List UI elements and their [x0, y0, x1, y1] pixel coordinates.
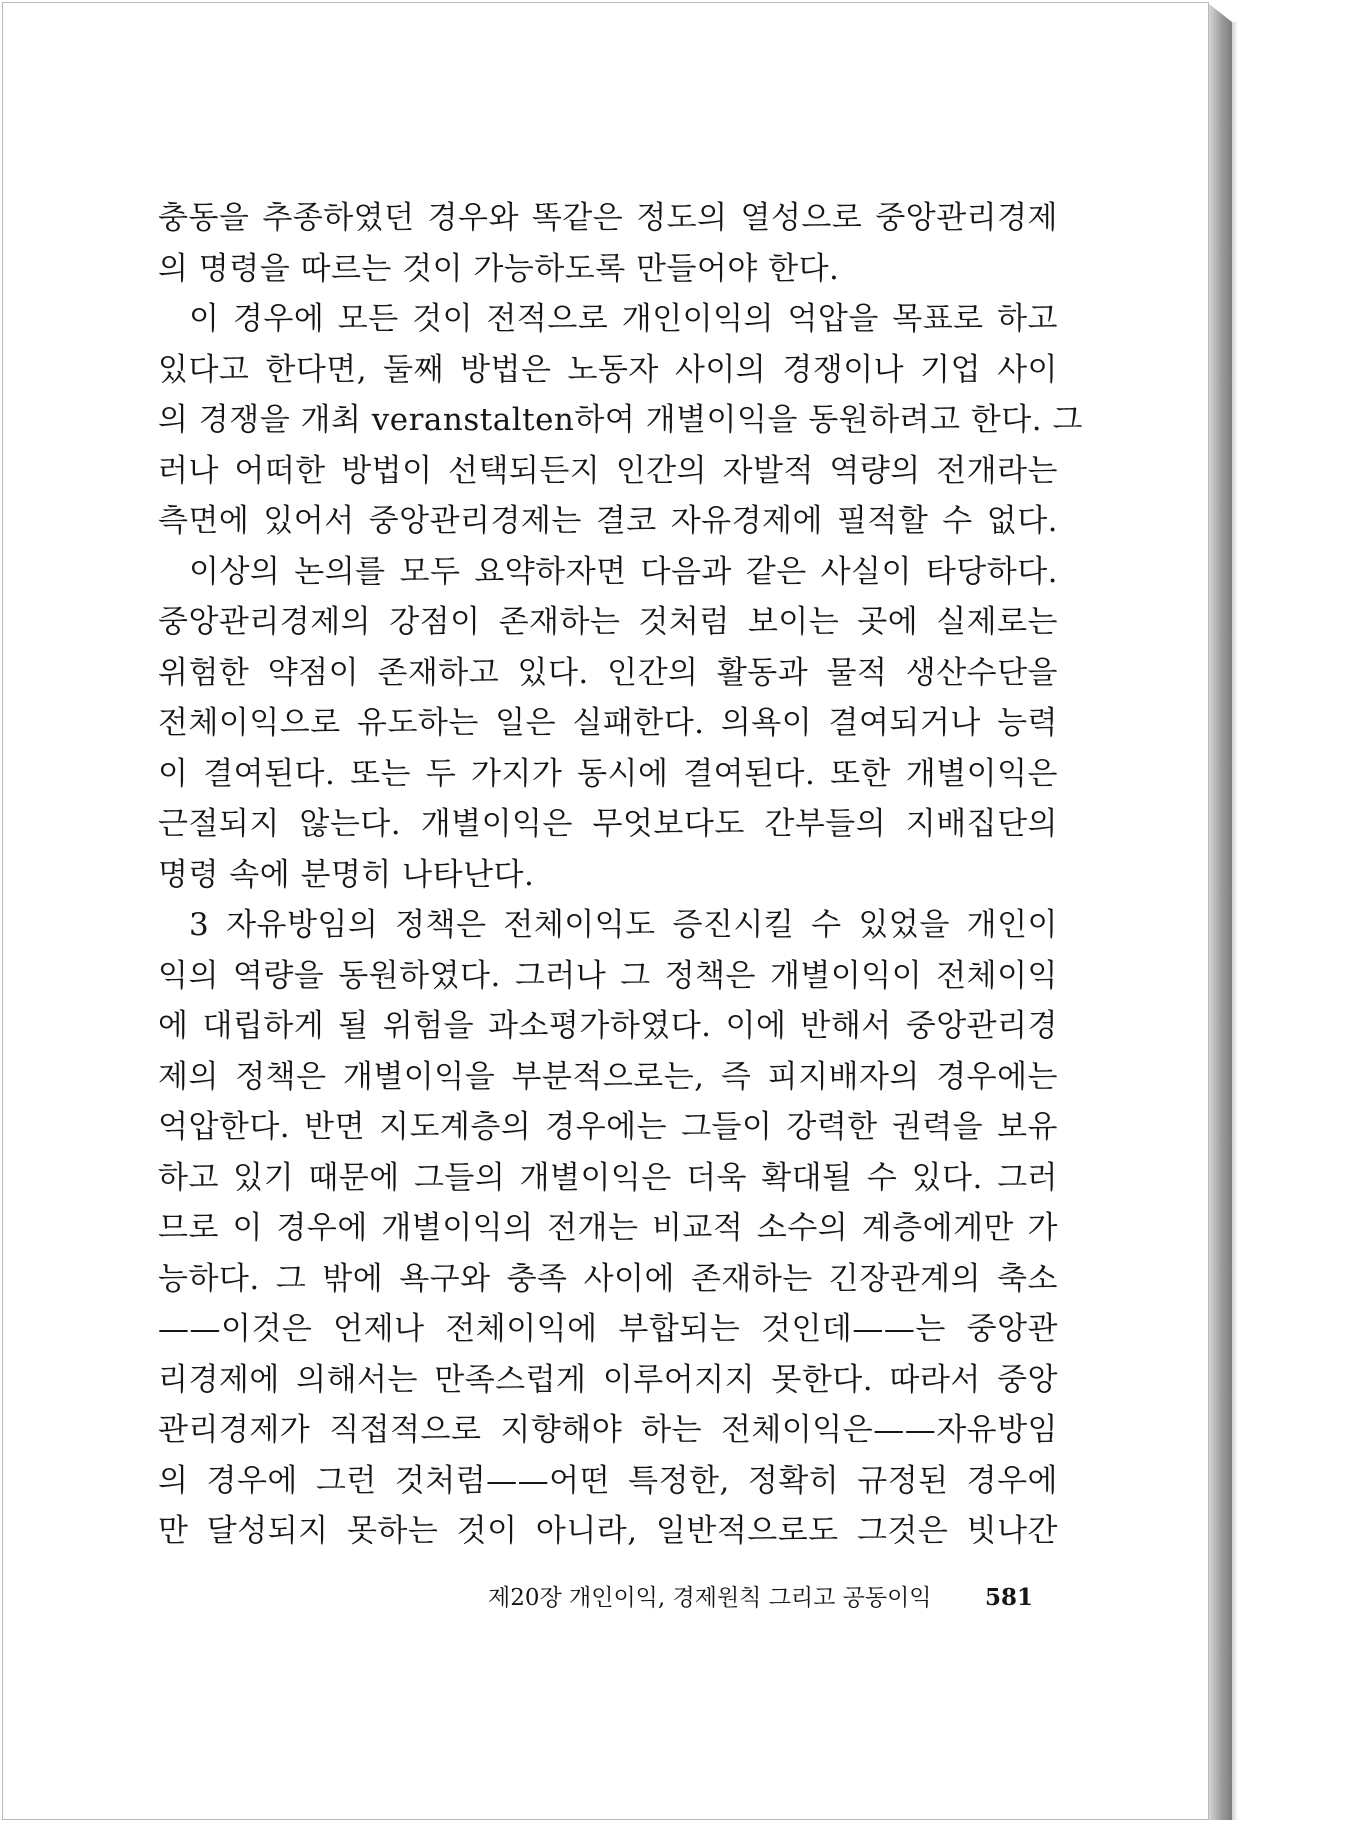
- text-line: 므로 이 경우에 개별이익의 전개는 비교적 소수의 계층에게만 가: [158, 1210, 1058, 1246]
- running-chapter-title: 제20장 개인이익, 경제원칙 그리고 공동이익: [488, 1585, 932, 1611]
- text-line: 억압한다. 반면 지도계층의 경우에는 그들이 강력한 권력을 보유: [158, 1109, 1058, 1145]
- text-line: 하고 있기 때문에 그들의 개별이익은 더욱 확대될 수 있다. 그러: [158, 1159, 1058, 1196]
- text-line: 의 경우에 그런 것처럼——어떤 특정한, 정확히 규정된 경우에: [158, 1462, 1058, 1499]
- page-stack-shadow: [1232, 22, 1238, 1820]
- text-line: 측면에 있어서 중앙관리경제는 결코 자유경제에 필적할 수 없다.: [158, 503, 1058, 539]
- text-line: 만 달성되지 못하는 것이 아니라, 일반적으로도 그것은 빗나간: [158, 1513, 1058, 1549]
- text-line: 이 경우에 모든 것이 전적으로 개인이익의 억압을 목표로 하고: [189, 301, 1058, 337]
- text-line: 전체이익으로 유도하는 일은 실패한다. 의욕이 결여되거나 능력: [158, 705, 1058, 741]
- text-line: 의 경쟁을 개최 veranstalten하여 개별이익을 동원하려고 한다. 그: [158, 402, 1083, 438]
- text-line: 3 자유방임의 정책은 전체이익도 증진시킬 수 있었을 개인이: [189, 907, 1058, 943]
- text-line: 의 명령을 따르는 것이 가능하도록 만들어야 한다.: [158, 250, 840, 287]
- text-line: 이상의 논의를 모두 요약하자면 다음과 같은 사실이 타당하다.: [189, 553, 1058, 590]
- book-page: [2, 2, 1209, 1820]
- text-line: 근절되지 않는다. 개별이익은 무엇보다도 간부들의 지배집단의: [158, 806, 1058, 842]
- text-line: 이 결여된다. 또는 두 가지가 동시에 결여된다. 또한 개별이익은: [158, 755, 1058, 792]
- page-footer: [488, 1578, 1033, 1618]
- text-line: 명령 속에 분명히 나타난다.: [158, 856, 535, 893]
- text-line: 위험한 약점이 존재하고 있다. 인간의 활동과 물적 생산수단을: [158, 654, 1058, 691]
- text-line: 익의 역량을 동원하였다. 그러나 그 정책은 개별이익이 전체이익: [158, 957, 1058, 994]
- text-line: 관리경제가 직접적으로 지향해야 하는 전체이익은——자유방임: [158, 1412, 1058, 1448]
- text-line: 있다고 한다면, 둘째 방법은 노동자 사이의 경쟁이나 기업 사이: [158, 351, 1058, 388]
- page-stack-edge: [1209, 4, 1232, 1820]
- text-line: 제의 정책은 개별이익을 부분적으로는, 즉 피지배자의 경우에는: [158, 1058, 1058, 1095]
- text-line: 리경제에 의해서는 만족스럽게 이루어지지 못한다. 따라서 중앙: [158, 1361, 1058, 1398]
- text-line: 러나 어떠한 방법이 선택되든지 인간의 자발적 역량의 전개라는: [158, 452, 1058, 489]
- body-text: [158, 193, 1083, 1557]
- page-number: 581: [984, 1584, 1033, 1611]
- text-line: 능하다. 그 밖에 욕구와 충족 사이에 존재하는 긴장관계의 축소: [158, 1260, 1058, 1297]
- text-line: 에 대립하게 될 위험을 과소평가하였다. 이에 반해서 중앙관리경: [158, 1008, 1058, 1044]
- text-line: ——이것은 언제나 전체이익에 부합되는 것인데——는 중앙관: [158, 1311, 1058, 1347]
- text-line: 중앙관리경제의 강점이 존재하는 것처럼 보이는 곳에 실제로는: [158, 604, 1058, 640]
- text-line: 충동을 추종하였던 경우와 똑같은 정도의 열성으로 중앙관리경제: [158, 200, 1058, 236]
